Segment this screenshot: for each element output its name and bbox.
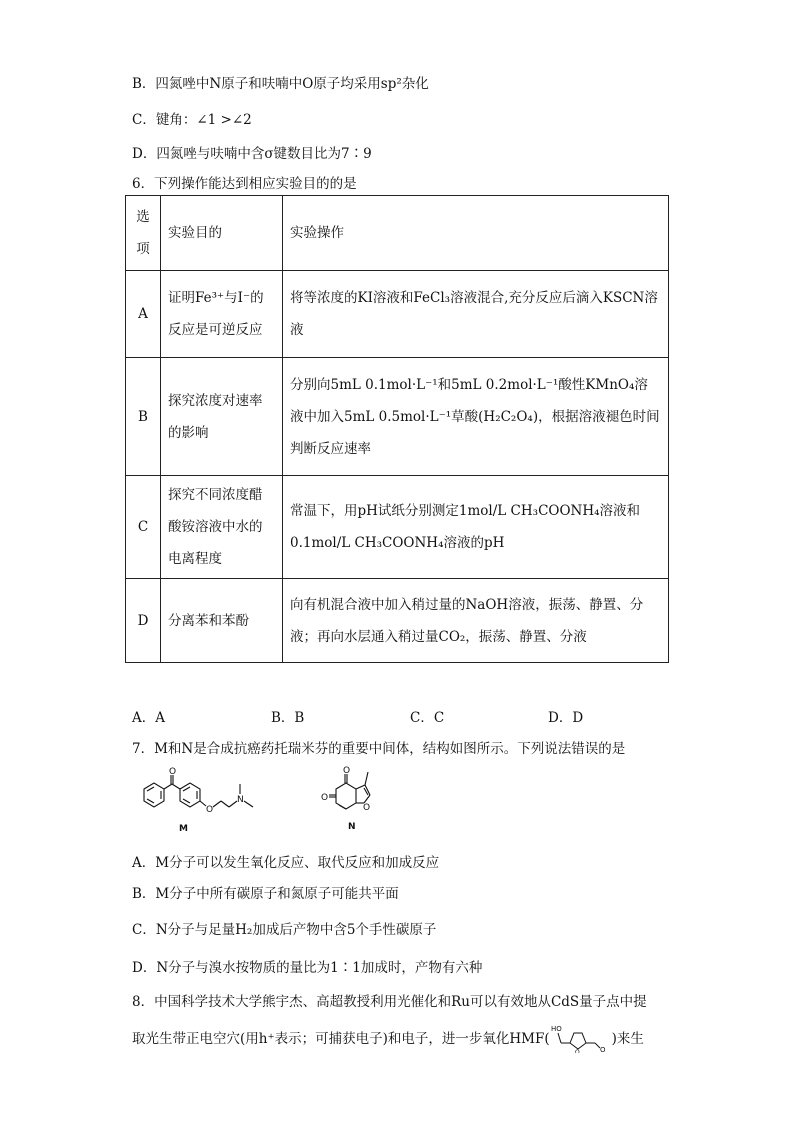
structure-m-image	[132, 765, 267, 840]
amine-nitrogen-label: N	[237, 795, 244, 805]
question-8-line-2-tail: )来生	[611, 1031, 644, 1047]
row-purpose: 探究浓度对速率的影响	[161, 358, 283, 476]
answer-a: A．A	[132, 710, 165, 726]
option-5c: C．键角：∠1 >∠2	[132, 112, 252, 128]
question-8-line-2	[132, 1023, 644, 1053]
table-row	[126, 579, 669, 663]
furan-oxygen-label: O	[363, 803, 371, 813]
row-option: D	[126, 579, 161, 663]
table-row	[126, 358, 669, 476]
question-7-stem: 7．M和N是合成抗癌药托瑞米芬的重要中间体，结构如图所示。下列说法错误的是	[132, 741, 626, 757]
row-option: B	[126, 358, 161, 476]
answer-d: D．D	[548, 710, 584, 726]
header-purpose: 实验目的	[161, 196, 283, 271]
hmf-structure-image	[550, 1023, 612, 1053]
question-8-line-1: 8．中国科学技术大学熊宇杰、高超教授利用光催化和Ru可以有效地从CdS量子点中提	[132, 994, 647, 1010]
question-6-stem: 6．下列操作能达到相应实验目的的是	[132, 176, 357, 192]
row-operation: 向有机混合液中加入稍过量的NaOH溶液，振荡、静置、分液；再向水层通入稍过量CO₂，振荡、静置、分液	[283, 579, 669, 663]
option-7a: A．M分子可以发生氧化反应、取代反应和加成反应	[132, 855, 440, 871]
option-7d: D．N分子与溴水按物质的量比为1∶1加成时，产物有六种	[132, 960, 483, 976]
hmf-hydroxyl-label: HO	[550, 1025, 562, 1033]
carbonyl-oxygen-label: O	[169, 767, 177, 777]
option-5d: D．四氮唑与呋喃中含σ键数目比为7∶9	[132, 146, 372, 162]
header-option: 选项	[126, 196, 161, 271]
n-top-oxygen-label: O	[343, 766, 351, 776]
label-n: N	[348, 822, 356, 832]
structure-n-image	[318, 763, 388, 843]
hmf-aldehyde-oxygen-label: O	[599, 1046, 606, 1053]
n-left-oxygen-label: O	[321, 793, 329, 803]
row-option: C	[126, 476, 161, 579]
question-8-line-2-text: 取光生带正电空穴(用h⁺表示；可捕获电子)和电子，进一步氧化HMF(	[132, 1031, 550, 1047]
header-operation: 实验操作	[283, 196, 669, 271]
ether-oxygen-label: O	[206, 805, 214, 815]
row-purpose: 探究不同浓度醋酸铵溶液中水的电离程度	[161, 476, 283, 579]
hmf-ring-oxygen-label: O	[574, 1049, 580, 1053]
experiment-table	[125, 195, 669, 663]
table-row	[126, 476, 669, 579]
table-row	[126, 271, 669, 358]
row-option: A	[126, 271, 161, 358]
table-header-row	[126, 196, 669, 271]
option-7c: C．N分子与足量H₂加成后产物中含5个手性碳原子	[132, 922, 437, 938]
option-5b: B．四氮唑中N原子和呋喃中O原子均采用sp²杂化	[132, 76, 429, 92]
row-purpose: 分离苯和苯酚	[161, 579, 283, 663]
option-7b: B．M分子中所有碳原子和氮原子可能共平面	[132, 886, 399, 902]
row-operation: 常温下，用pH试纸分别测定1mol/L CH₃COONH₄溶液和0.1mol/L CH₃COONH₄溶液的pH	[283, 476, 669, 579]
row-operation: 将等浓度的KI溶液和FeCl₃溶液混合,充分反应后滴入KSCN溶液	[283, 271, 669, 358]
row-purpose: 证明Fe³⁺与I⁻的反应是可逆反应	[161, 271, 283, 358]
answer-c: C．C	[410, 710, 445, 726]
answer-b: B．B	[271, 710, 305, 726]
row-operation: 分别向5mL 0.1mol·L⁻¹和5mL 0.2mol·L⁻¹酸性KMnO₄溶液中加入5mL 0.5mol·L⁻¹草酸(H₂C₂O₄)，根据溶液褪色时间判断反应速率	[283, 358, 669, 476]
label-m: M	[179, 824, 188, 834]
